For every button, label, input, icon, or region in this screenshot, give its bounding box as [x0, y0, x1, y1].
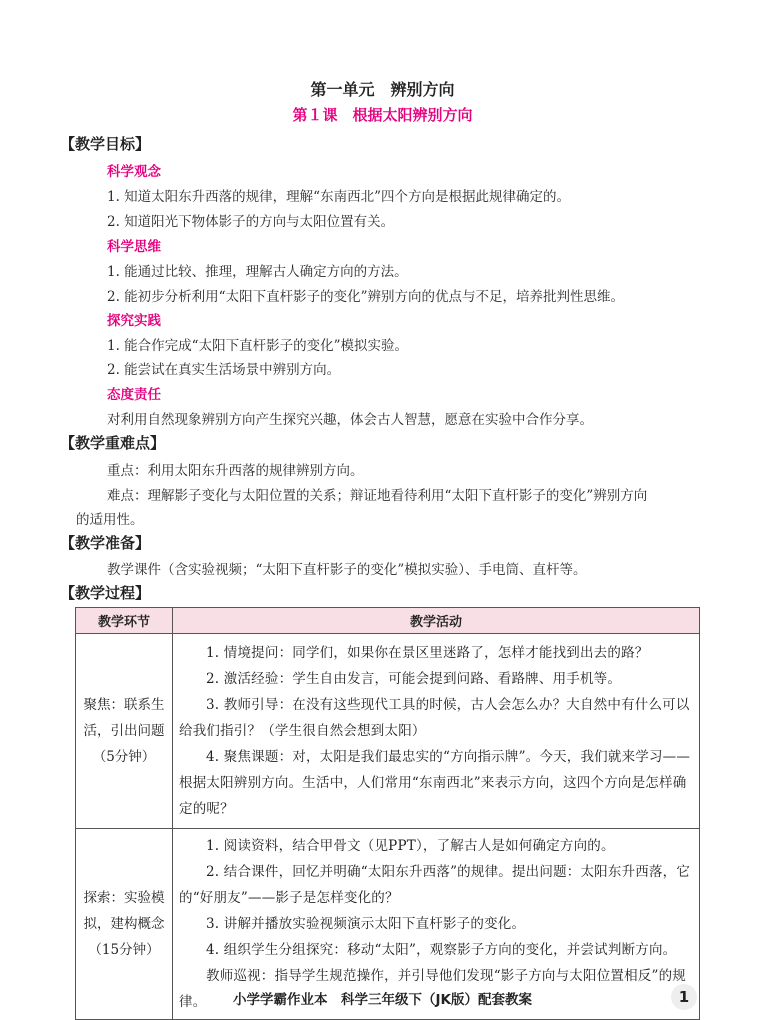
process-heading: 【教学过程】: [60, 584, 151, 602]
stage-line: 活，引出问题: [83, 723, 165, 739]
lesson-title: 第１课 根据太阳辨别方向: [292, 106, 473, 124]
activity-item: 3. 讲解并播放实验视频演示太阳下直杆影子的变化。: [206, 916, 526, 932]
activity-item: 4. 组织学生分组探究：移动“太阳”，观察影子方向的变化，并尝试判断方向。: [206, 942, 677, 958]
thinking-line-1: 1. 能通过比较、推理，理解古人确定方向的方法。: [107, 264, 408, 280]
activity-item: 教师巡视：指导学生规范操作，并引导他们发现“影子方向与太阳位置相反”的规律。: [179, 968, 687, 1010]
practice-line-2: 2. 能尝试在真实生活场景中辨别方向。: [107, 362, 341, 378]
activity-item: 2. 结合课件，回忆并明确“太阳东升西落”的规律。提出问题：太阳东升西落，它的“好朋友”——影子是怎样变化的？: [179, 864, 691, 906]
attitude-line-1: 对利用自然现象辨别方向产生探究兴趣，体会古人智慧，愿意在实验中合作分享。: [107, 412, 593, 428]
practice-line-1: 1. 能合作完成“太阳下直杆影子的变化”模拟实验。: [107, 338, 408, 354]
stage-line: 拟，建构概念: [83, 916, 165, 932]
key-point-line-3: 的适用性。: [76, 512, 144, 528]
activity-item: 4. 聚焦课题：对，太阳是我们最忠实的“方向指示牌”。今天，我们就来学习——根据太阳辨别方向。生活中，人们常用“东南西北”来表示方向，这四个方向是怎样确定的呢？: [179, 749, 691, 817]
key-point-line-2: 难点：理解影子变化与太阳位置的关系；辩证地看待利用“太阳下直杆影子的变化”辨别方向: [107, 488, 648, 504]
concept-line-2: 2. 知道阳光下物体影子的方向与太阳位置有关。: [107, 214, 395, 230]
practice-label: 探究实践: [107, 313, 161, 329]
activity-item: 1. 情境提问：同学们，如果你在景区里迷路了，怎样才能找到出去的路？: [206, 645, 649, 661]
unit-title: 第一单元 辨别方向: [310, 80, 455, 99]
stage-line: 探索：实验模: [83, 890, 165, 906]
concept-label: 科学观念: [107, 164, 161, 180]
footer-text: 小学学霸作业本 科学三年级下（JK版）配套教案: [233, 992, 532, 1008]
preparation-line-1: 教学课件（含实验视频；“太阳下直杆影子的变化”模拟实验）、手电筒、直杆等。: [107, 562, 587, 578]
col-stage-header: 教学环节: [76, 608, 173, 634]
process-table: [75, 607, 700, 1020]
objectives-heading: 【教学目标】: [60, 135, 151, 153]
page-number: 1: [671, 984, 697, 1010]
thinking-label: 科学思维: [107, 239, 161, 255]
stage-cell: [76, 634, 173, 829]
key-points-heading: 【教学重难点】: [60, 434, 166, 452]
table-header-row: [76, 608, 700, 634]
thinking-line-2: 2. 能初步分析利用“太阳下直杆影子的变化”辨别方向的优点与不足，培养批判性思维。: [107, 289, 624, 305]
activity-item: 2. 激活经验：学生自由发言，可能会提到问路、看路牌、用手机等。: [206, 671, 622, 687]
activity-cell: [173, 634, 700, 829]
table-row: [76, 634, 700, 829]
stage-line: 聚焦：联系生: [83, 697, 165, 713]
col-activity-header: 教学活动: [173, 608, 700, 634]
activity-item: 3. 教师引导：在没有这些现代工具的时候，古人会怎么办？大自然中有什么可以给我们指引？（学生很自然会想到太阳）: [179, 697, 690, 739]
concept-line-1: 1. 知道太阳东升西落的规律，理解“东南西北”四个方向是根据此规律确定的。: [107, 189, 570, 205]
preparation-heading: 【教学准备】: [60, 534, 151, 552]
stage-line: （5分钟）: [92, 749, 156, 765]
attitude-label: 态度责任: [107, 387, 161, 403]
key-point-line-1: 重点：利用太阳东升西落的规律辨别方向。: [107, 463, 364, 479]
activity-item: 1. 阅读资料，结合甲骨文（见PPT），了解古人是如何确定方向的。: [206, 838, 615, 854]
stage-line: （15分钟）: [88, 942, 160, 958]
